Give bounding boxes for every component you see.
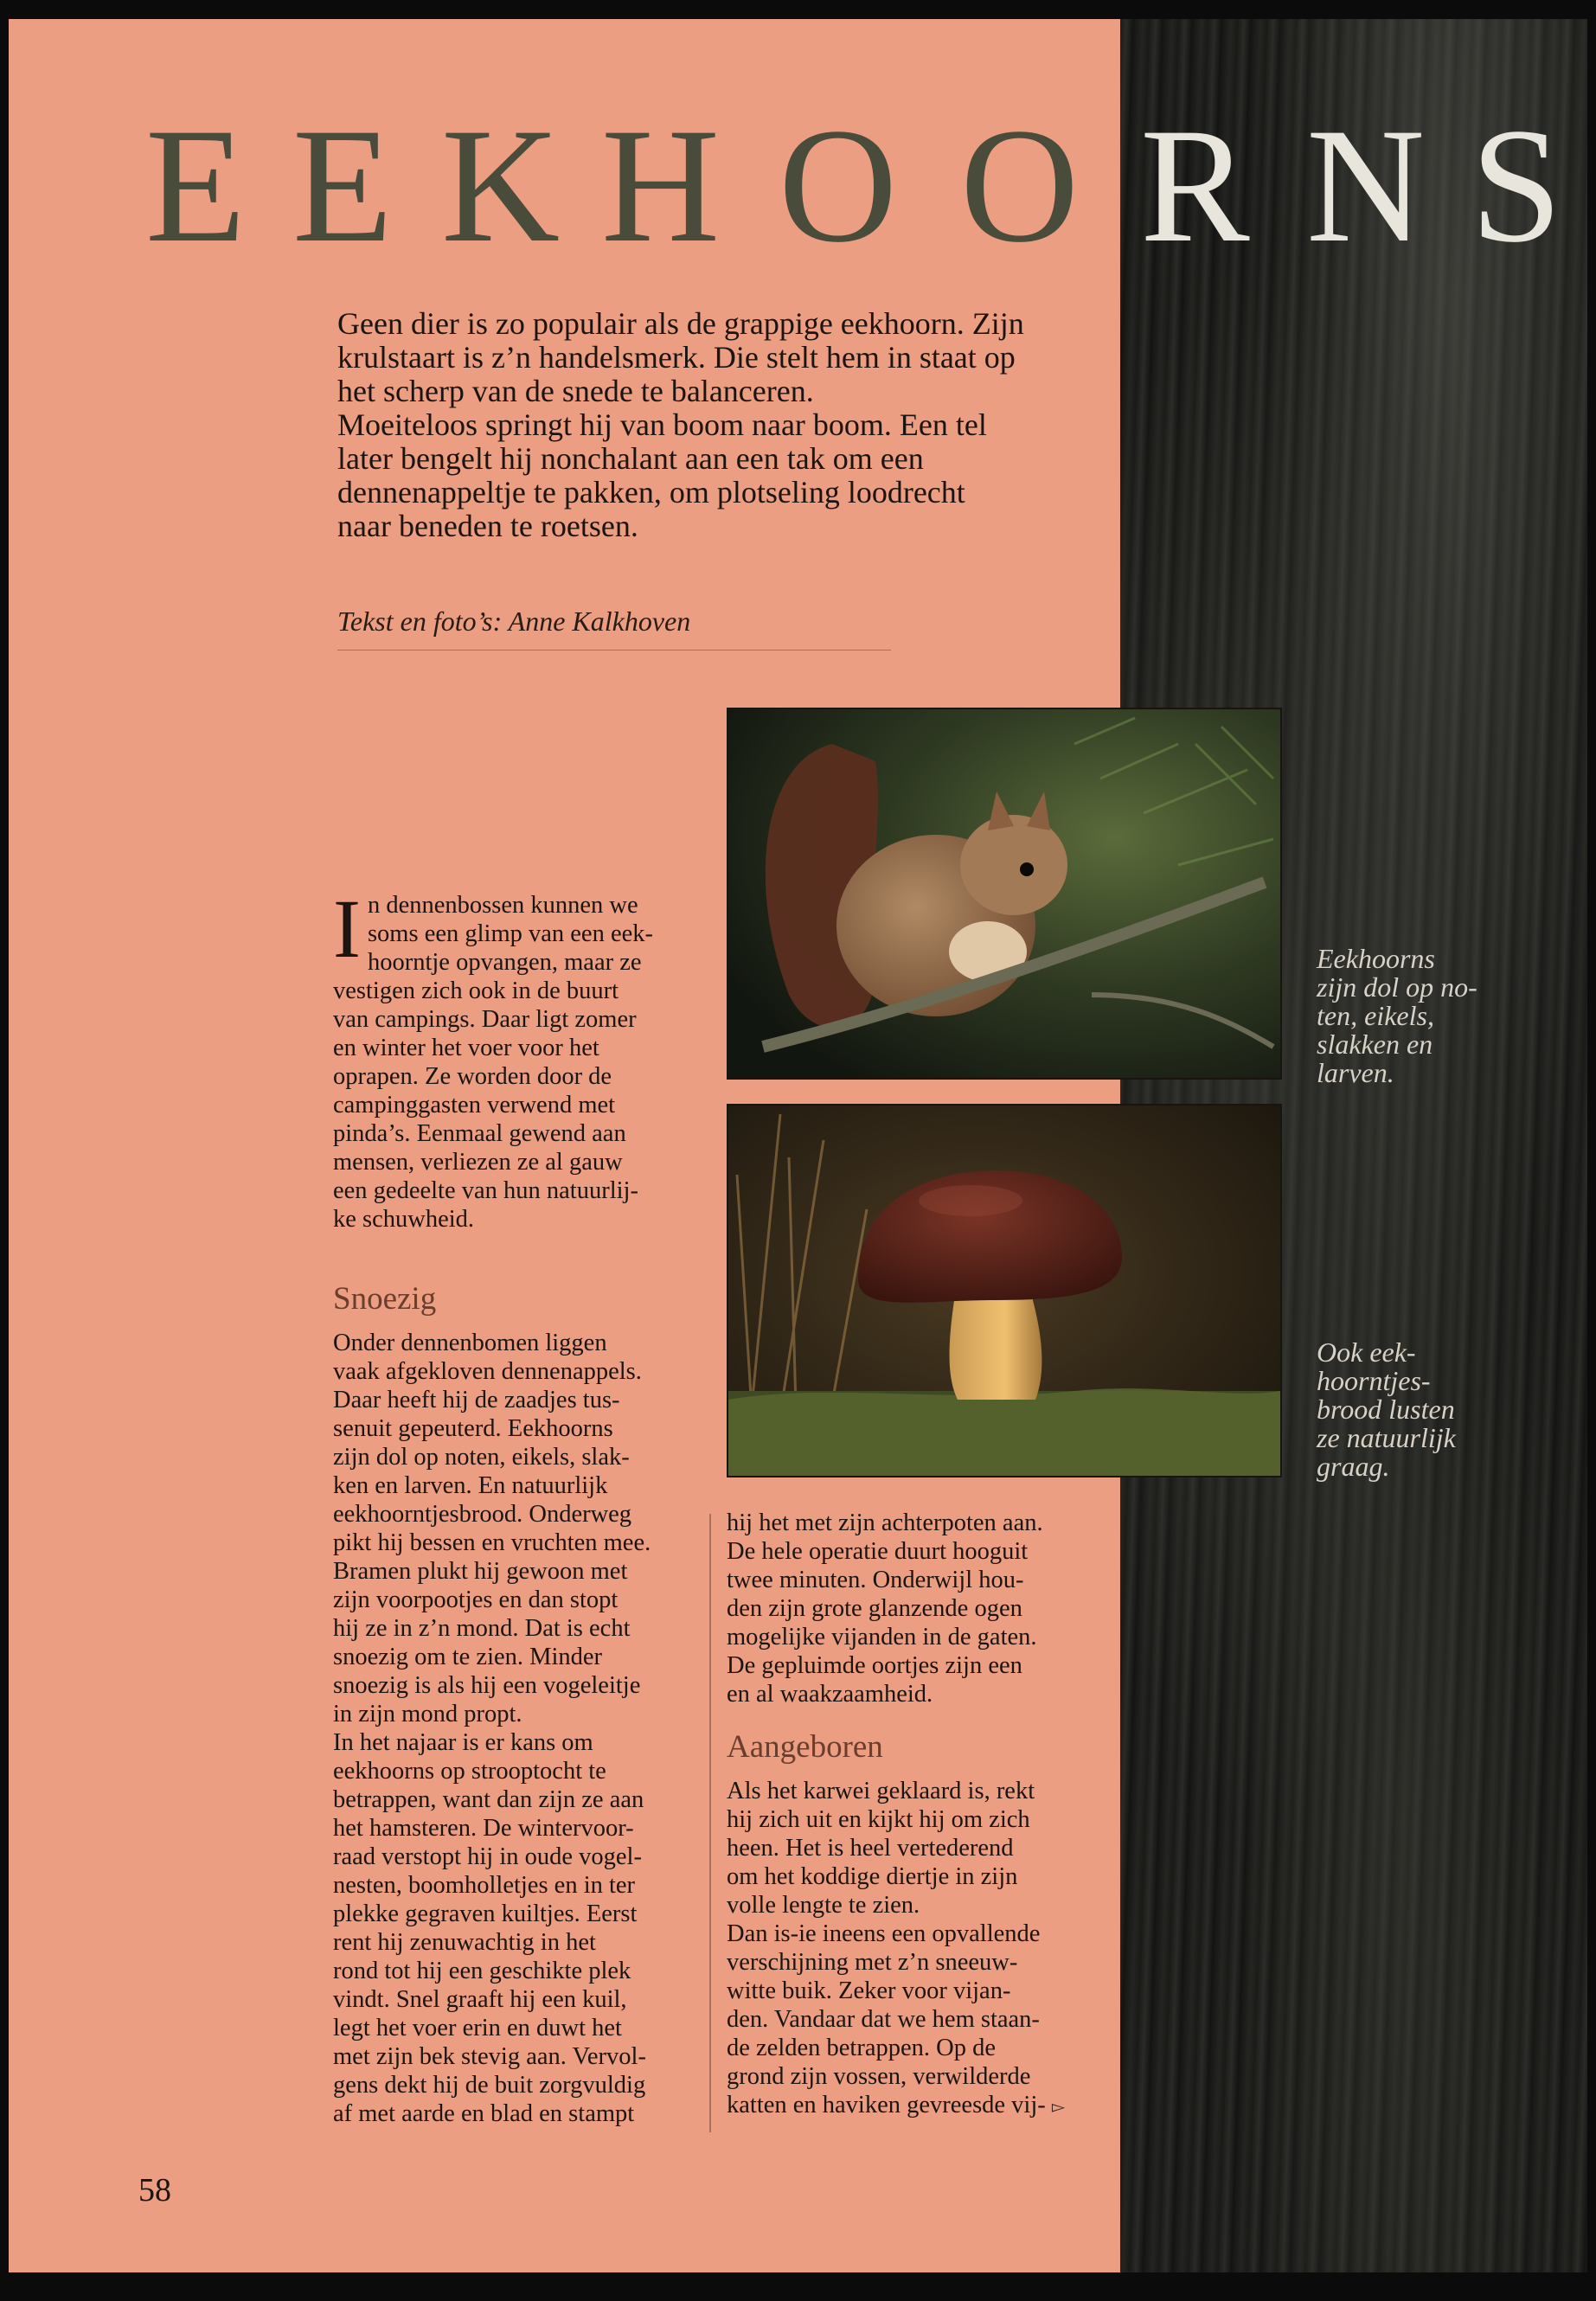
- body-line: hij zich uit en kijkt hij om zich: [727, 1806, 1030, 1833]
- lead-paragraph: [337, 307, 1099, 543]
- body-line: heen. Het is heel vertederend: [727, 1835, 1014, 1862]
- body-line: en winter het voer voor het: [333, 1035, 599, 1061]
- body-line: Bramen plukt hij gewoon met: [333, 1558, 628, 1585]
- body-line: zijn dol op noten, eikels, slak-: [333, 1444, 630, 1471]
- body-line: met zijn bek stevig aan. Vervol-: [333, 2043, 646, 2070]
- caption-line: brood lusten: [1317, 1394, 1455, 1425]
- drop-cap: I: [333, 882, 361, 975]
- title-letter: K: [441, 95, 561, 277]
- body-line: plekke gegraven kuiltjes. Eerst: [333, 1900, 638, 1927]
- body-line: oprapen. Ze worden door de: [333, 1063, 612, 1090]
- lead-line: later bengelt hij nonchalant aan een tak om een: [337, 441, 924, 476]
- body-line: pinda’s. Eenmaal gewend aan: [333, 1120, 626, 1147]
- body-line: verschijning met z’n sneeuw-: [727, 1949, 1018, 1976]
- body-line: vestigen zich ook in de buurt: [333, 977, 619, 1004]
- title-letter: S: [1471, 95, 1562, 277]
- body-line: eekhoorns op strooptocht te: [333, 1758, 606, 1785]
- body-line: om het koddige diertje in zijn: [727, 1863, 1018, 1890]
- body-line: mensen, verliezen ze al gauw: [333, 1149, 623, 1176]
- body-line: zijn voorpootjes en dan stopt: [333, 1586, 619, 1613]
- caption-line: larven.: [1317, 1057, 1394, 1088]
- body-line: Dan is-ie ineens een opvallende: [727, 1920, 1041, 1947]
- mushroom-photo: [727, 1104, 1282, 1477]
- body-line: witte buik. Zeker voor vijan-: [727, 1977, 1011, 2004]
- body-line: campinggasten verwend met: [333, 1092, 616, 1118]
- body-line: en al waakzaamheid.: [727, 1681, 933, 1708]
- caption-line: Eekhoorns: [1317, 943, 1435, 974]
- title-letter: R: [1140, 95, 1250, 277]
- body-line: de zelden betrappen. Op de: [727, 2035, 996, 2061]
- column-1: [333, 882, 705, 1234]
- caption-line: hoorntjes-: [1317, 1365, 1431, 1396]
- body-line: senuit gepeuterd. Eekhoorns: [333, 1415, 613, 1442]
- column-divider: [709, 1514, 711, 2132]
- body-line: ke schuwheid.: [333, 1206, 475, 1233]
- body-line: een gedeelte van hun natuurlij-: [333, 1177, 638, 1204]
- lead-line: krulstaart is z’n handelsmerk. Die stelt hem in staat op: [337, 340, 1016, 375]
- title-letter: E: [145, 95, 247, 277]
- body-line: pikt hij bessen en vruchten mee.: [333, 1529, 651, 1556]
- body-line: den. Vandaar dat we hem staan-: [727, 2006, 1040, 2033]
- body-line: ken en larven. En natuurlijk: [333, 1472, 608, 1499]
- body-line: hij het met zijn achterpoten aan.: [727, 1509, 1043, 1536]
- caption-line: Ook eek-: [1317, 1336, 1416, 1368]
- body-line: snoezig is als hij een vogeleitje: [333, 1672, 641, 1699]
- body-line: raad verstopt hij in oude vogel-: [333, 1843, 642, 1870]
- subhead-snoezig: Snoezig: [333, 1281, 437, 1317]
- title-letter: H: [601, 95, 721, 277]
- body-line-text: katten en haviken gevreesde vij-: [727, 2092, 1046, 2118]
- lead-line: dennenappeltje te pakken, om plotseling loodrecht: [337, 475, 965, 510]
- body-line: twee minuten. Onderwijl hou-: [727, 1567, 1024, 1593]
- body-line: snoezig om te zien. Minder: [333, 1644, 603, 1670]
- body-line: Als het karwei geklaard is, rekt: [727, 1778, 1035, 1804]
- page-number: 58: [138, 2172, 171, 2208]
- lead-line: Geen dier is zo populair als de grappige eekhoorn. Zijn: [337, 306, 1024, 341]
- body-line: hoorntje opvangen, maar ze: [367, 949, 642, 976]
- caption-line: zijn dol op no-: [1317, 971, 1477, 1003]
- title-letter: N: [1306, 95, 1426, 277]
- body-line: in zijn mond propt.: [333, 1701, 522, 1727]
- column-2: [727, 1509, 1107, 2122]
- caption-line: slakken en: [1317, 1029, 1433, 1060]
- caption-line: ze natuurlijk: [1317, 1422, 1456, 1453]
- body-line: legt het voer erin en duwt het: [333, 2015, 622, 2041]
- title-letter: O: [779, 95, 898, 277]
- body-line: De gepluimde oortjes zijn een: [727, 1652, 1022, 1679]
- body-line: mogelijke vijanden in de gaten.: [727, 1624, 1037, 1650]
- subhead-aangeboren: Aangeboren: [727, 1729, 883, 1765]
- lead-line: naar beneden te roetsen.: [337, 509, 638, 543]
- body-line: soms een glimp van een eek-: [367, 920, 653, 947]
- body-line: af met aarde en blad en stampt: [333, 2100, 635, 2127]
- body-line: n dennenbossen kunnen we: [367, 892, 638, 919]
- body-line: betrappen, want dan zijn ze aan: [333, 1786, 644, 1813]
- body-line: hij ze in z’n mond. Dat is echt: [333, 1615, 631, 1642]
- caption-line: ten, eikels,: [1317, 1000, 1434, 1031]
- body-line: den zijn grote glanzende ogen: [727, 1595, 1022, 1622]
- squirrel-photo: [727, 708, 1282, 1080]
- triangle-right-outline-icon: ▻: [1051, 2098, 1066, 2117]
- column-1-continued: [333, 1281, 705, 2128]
- body-line: volle lengte te zien.: [727, 1892, 920, 1919]
- body-line: vaak afgekloven dennenappels.: [333, 1358, 642, 1385]
- body-line: nesten, boomholletjes en in ter: [333, 1872, 636, 1899]
- page-frame-top: [0, 0, 1596, 19]
- body-line: In het najaar is er kans om: [333, 1729, 593, 1756]
- body-line: van campings. Daar ligt zomer: [333, 1006, 637, 1033]
- body-line: De hele operatie duurt hooguit: [727, 1538, 1029, 1565]
- body-line: [727, 2091, 1107, 2122]
- body-line: Onder dennenbomen liggen: [333, 1330, 607, 1356]
- title-letter: O: [960, 95, 1080, 277]
- body-line: vindt. Snel graaft hij een kuil,: [333, 1986, 627, 2013]
- body-line: gens dekt hij de buit zorgvuldig: [333, 2072, 646, 2099]
- body-line: eekhoorntjesbrood. Onderweg: [333, 1501, 632, 1528]
- title-letter: E: [292, 95, 394, 277]
- body-line: rond tot hij een geschikte plek: [333, 1958, 631, 1984]
- caption-mushroom: [1317, 1338, 1456, 1481]
- byline: Tekst en foto’s: Anne Kalkhoven: [337, 606, 891, 651]
- body-line: het hamsteren. De wintervoor-: [333, 1815, 634, 1842]
- body-line: grond zijn vossen, verwilderde: [727, 2063, 1031, 2090]
- lead-line: Moeiteloos springt hij van boom naar boom. Een tel: [337, 407, 987, 442]
- page-frame-bottom: [0, 2272, 1596, 2301]
- caption-line: graag.: [1317, 1451, 1390, 1482]
- caption-squirrel: [1317, 945, 1477, 1087]
- lead-line: het scherp van de snede te balanceren.: [337, 374, 814, 408]
- body-line: Daar heeft hij de zaadjes tus-: [333, 1387, 620, 1413]
- body-line: rent hij zenuwachtig in het: [333, 1929, 596, 1956]
